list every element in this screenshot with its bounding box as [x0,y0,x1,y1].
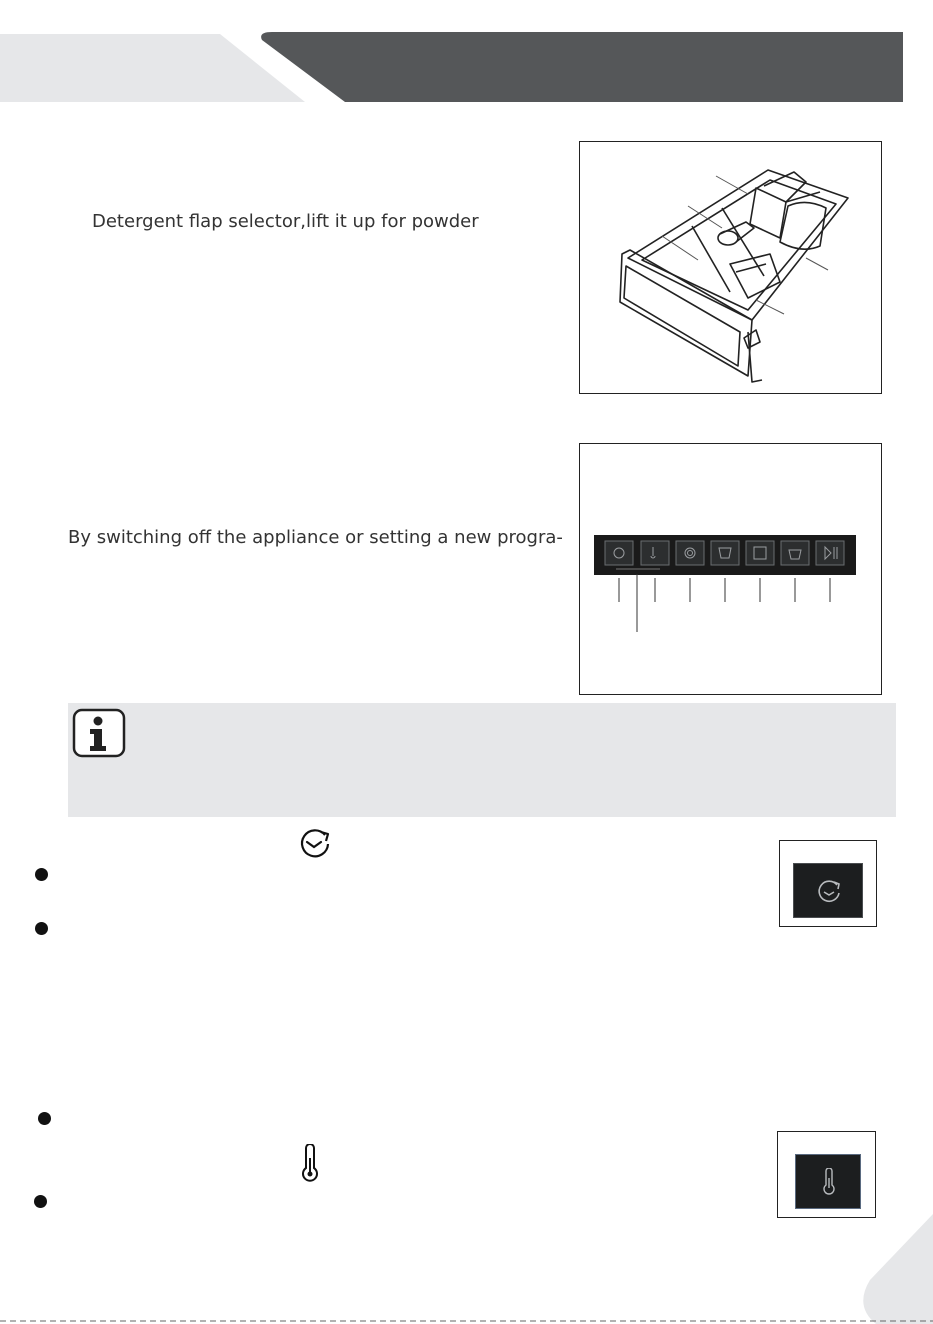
bullet-2 [35,922,48,935]
control-panel-illustration [580,444,881,694]
delay-timer-icon [297,826,333,860]
panel-button-2 [641,541,669,565]
bullet-3 [38,1112,51,1125]
detergent-flap-text: Detergent flap selector,lift it up for powder [92,211,479,232]
detergent-drawer-illustration [580,142,881,393]
header-tab-light [0,34,305,102]
detergent-drawer-figure [579,141,882,394]
panel-button-6 [781,541,809,565]
header-tab-dark [261,32,903,102]
page-header [0,0,933,110]
bullet-4 [34,1195,47,1208]
page-corner-tab [850,1214,933,1324]
panel-button-3 [676,541,704,565]
delay-timer-button-image [793,863,863,918]
panel-button-7 [816,541,844,565]
info-icon [72,708,126,758]
thermometer-icon [298,1144,322,1182]
control-panel-figure [579,443,882,695]
temperature-thumbnail [777,1131,876,1218]
bullet-1 [35,868,48,881]
thermometer-icon [821,1168,837,1196]
panel-button-1 [605,541,633,565]
bottom-rule [0,1318,933,1324]
panel-button-5 [746,541,774,565]
switching-off-text: By switching off the appliance or setting a new progra- [68,527,563,548]
temperature-button-image [795,1154,861,1209]
info-note-band [68,703,896,817]
delay-timer-thumbnail [779,840,877,927]
delay-timer-icon [815,878,843,906]
panel-button-4 [711,541,739,565]
